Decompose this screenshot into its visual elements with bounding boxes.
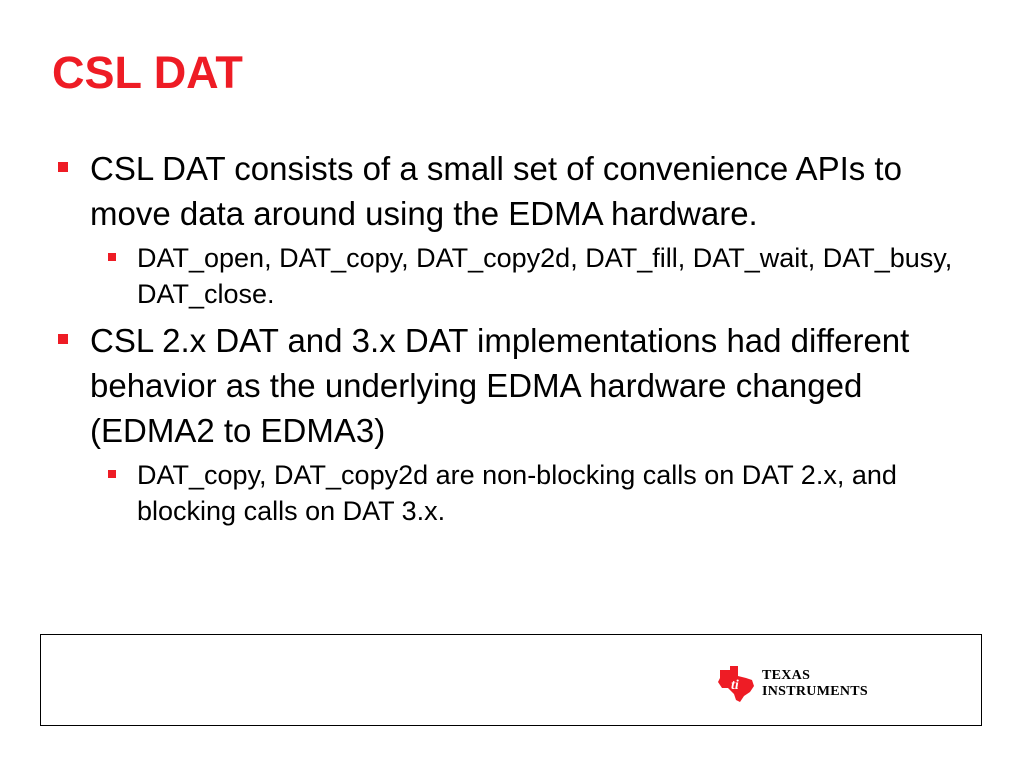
ti-wordmark xyxy=(762,668,868,700)
sub-bullet-item xyxy=(52,240,972,312)
texas-instruments-logo xyxy=(716,662,868,706)
bullet-text: CSL DAT consists of a small set of convenience APIs to move data around using the EDMA hardware. xyxy=(90,150,902,232)
svg-text:ti: ti xyxy=(731,678,739,693)
bullet-item xyxy=(52,318,972,453)
square-bullet-icon xyxy=(108,253,116,261)
texas-instruments-logo-icon xyxy=(716,664,756,704)
sub-bullet-text: DAT_copy, DAT_copy2d are non-blocking calls on DAT 2.x, and blocking calls on DAT 3.x. xyxy=(137,460,897,526)
sub-bullet-item xyxy=(52,457,972,529)
square-bullet-icon xyxy=(58,162,68,172)
slide-title: CSL DAT xyxy=(52,47,243,98)
square-bullet-icon xyxy=(108,470,116,478)
bullet-text: CSL 2.x DAT and 3.x DAT implementations had different behavior as the underlying EDMA hardware changed (EDMA2 to EDMA3) xyxy=(90,322,910,449)
square-bullet-icon xyxy=(58,334,68,344)
ti-wordmark-line2: INSTRUMENTS xyxy=(762,684,868,699)
sub-bullet-text: DAT_open, DAT_copy, DAT_copy2d, DAT_fill, DAT_wait, DAT_busy, DAT_close. xyxy=(137,243,953,309)
bullet-item xyxy=(52,146,972,236)
ti-wordmark-line1: TEXAS xyxy=(762,668,811,683)
slide-content xyxy=(52,146,972,535)
